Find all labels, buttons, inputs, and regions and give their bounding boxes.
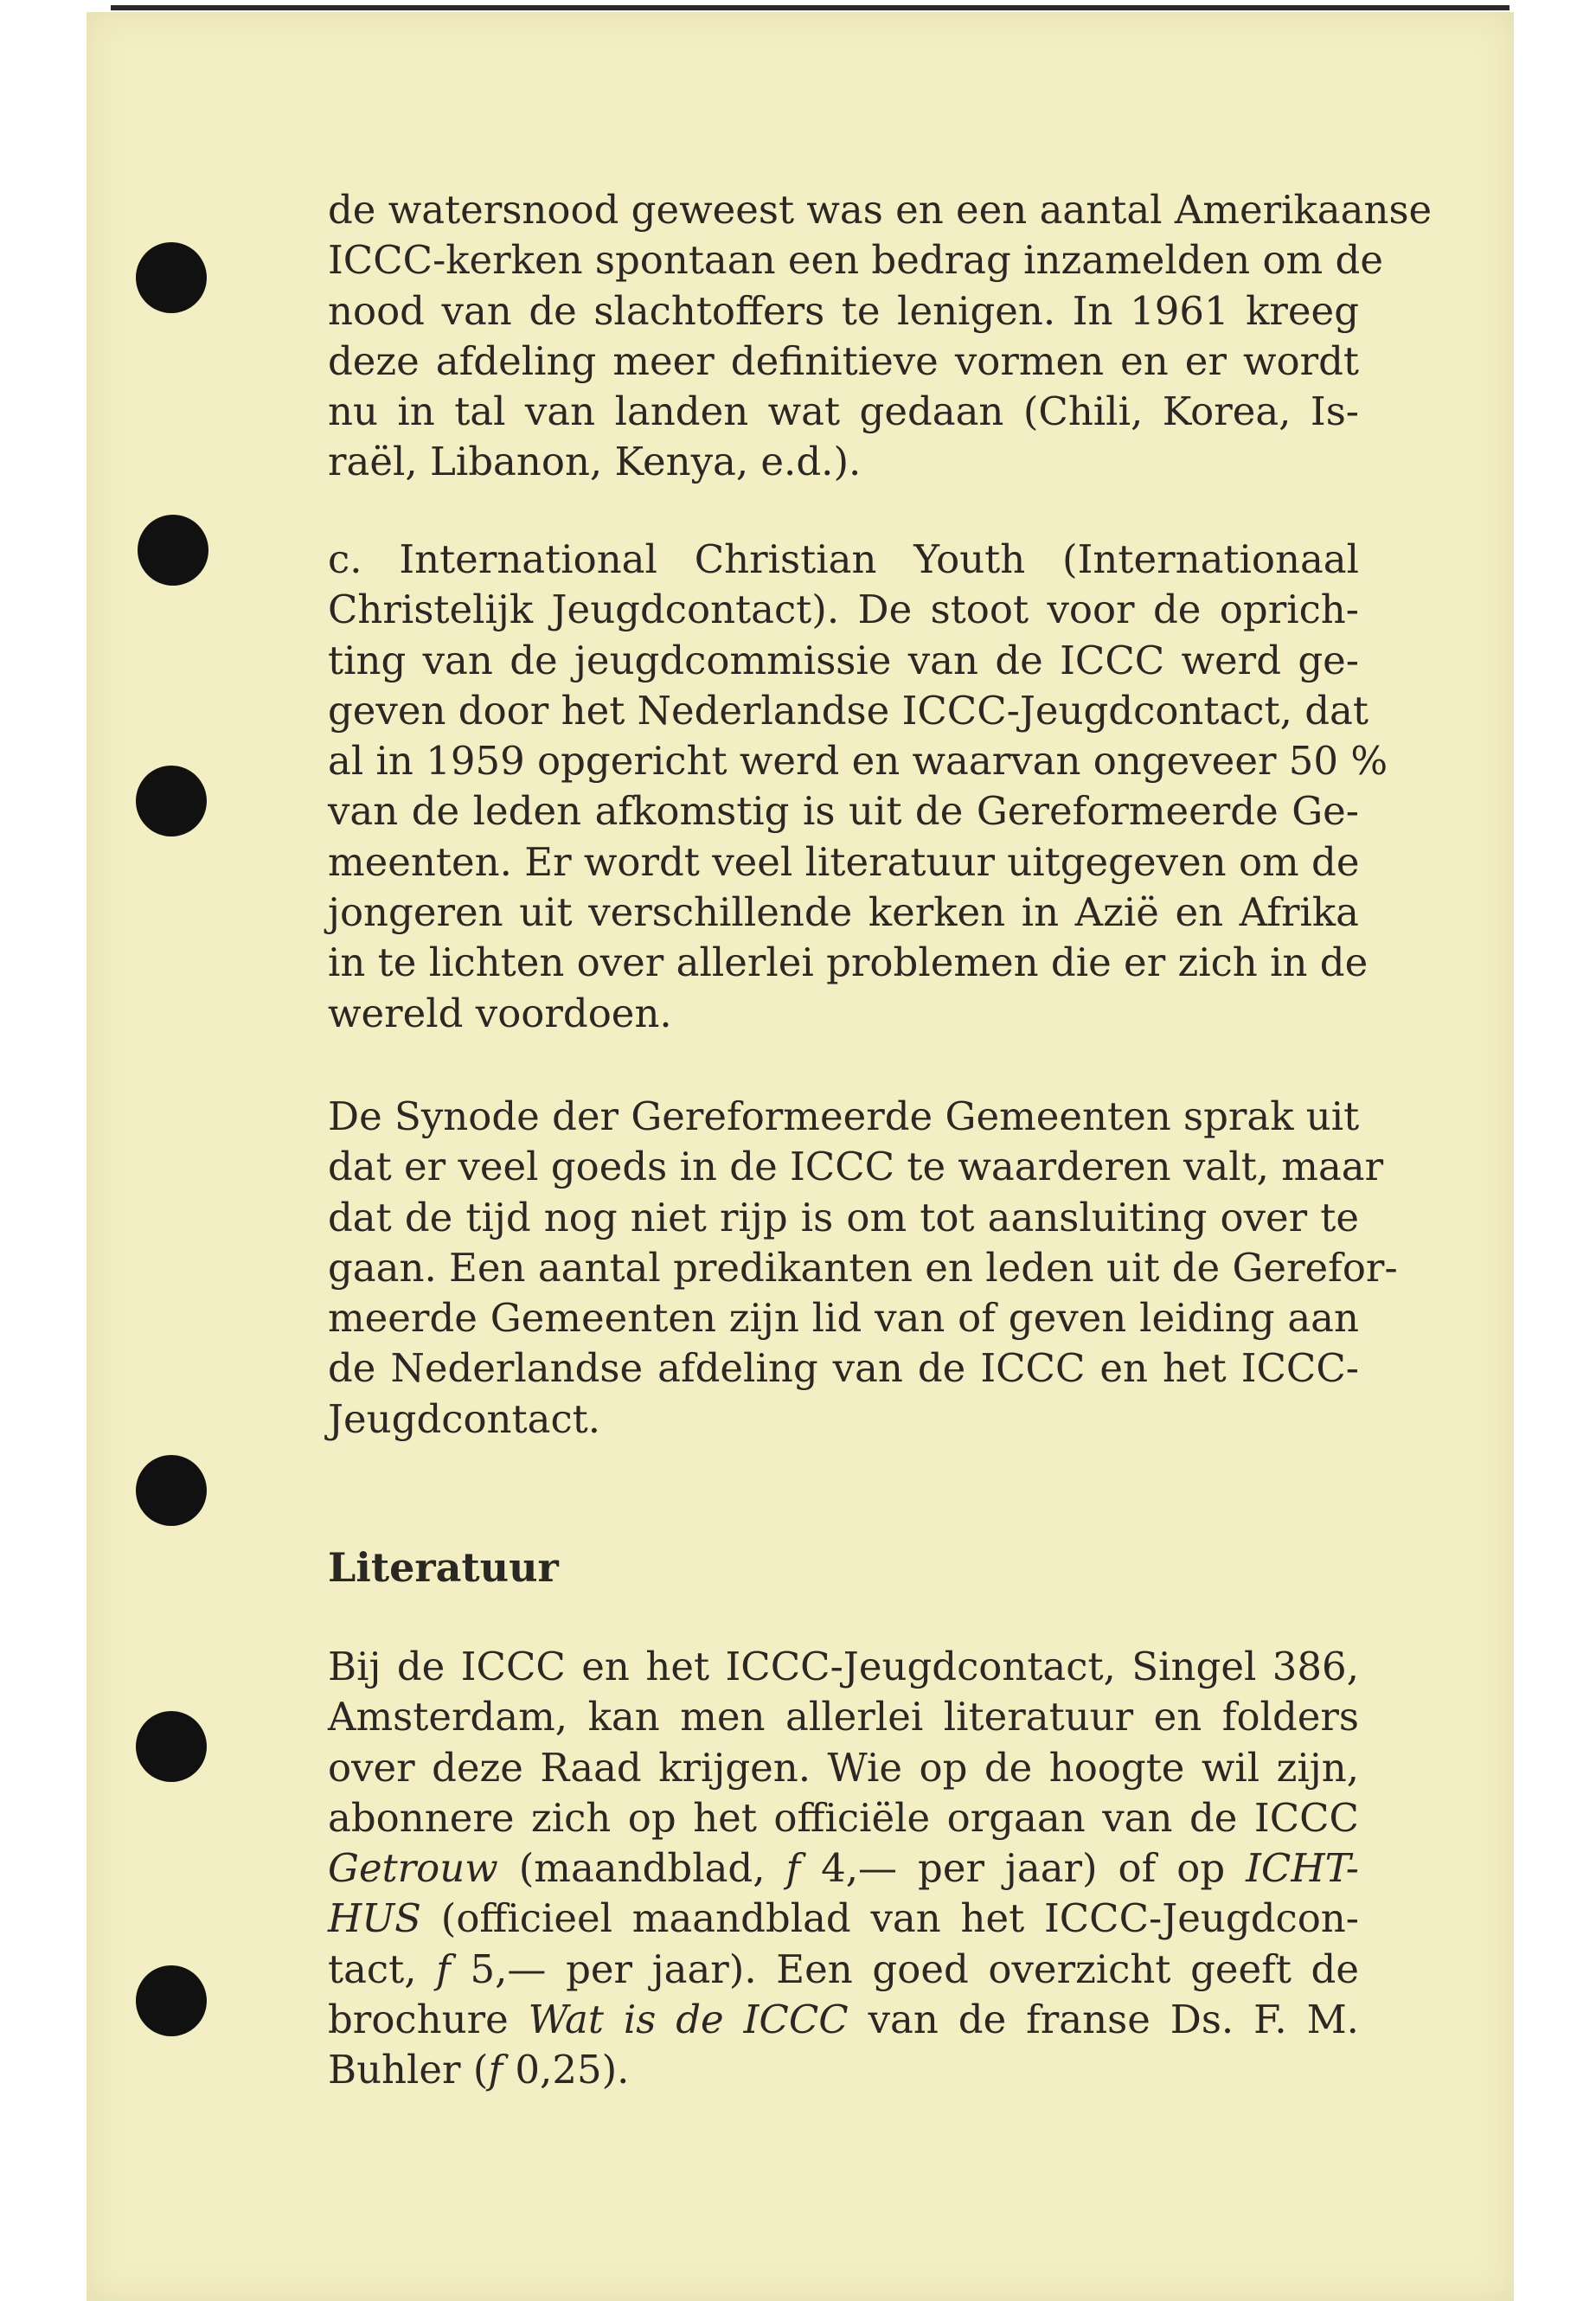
text-line <box>328 2045 1359 2095</box>
text-line: meenten. Er wordt veel literatuur uitgegeven om de <box>328 838 1360 885</box>
text-line: geven door het Nederlandse ICCC-Jeugdcontact, dat <box>328 687 1368 734</box>
text-line: meerde Gemeenten zijn lid van of geven leiding aan <box>328 1295 1359 1342</box>
text-line: wereld voordoen. <box>328 990 672 1036</box>
text-line <box>328 1945 1359 1995</box>
text-line: Jeugdcontact. <box>328 1395 601 1442</box>
italic-currency: f <box>488 2047 503 2093</box>
text-line: Christelijk Jeugdcontact). De stoot voor de oprich- <box>328 586 1359 633</box>
text-line: al in 1959 opgericht werd en waarvan ongeveer 50 % <box>328 738 1388 785</box>
text-line: ting van de jeugdcommissie van de ICCC werd ge- <box>328 637 1359 683</box>
text-line: deze afdeling meer definitieve vormen en er wordt <box>328 337 1359 384</box>
text-line: jongeren uit verschillende kerken in Azië en Afrika <box>328 889 1359 936</box>
text-run: tact, <box>328 1945 437 1992</box>
text-line: over deze Raad krijgen. Wie op de hoogte wil zijn, <box>328 1744 1359 1791</box>
text-line: dat de tijd nog niet rijp is om tot aansluiting over te <box>328 1194 1359 1240</box>
binder-hole <box>136 1455 207 1526</box>
text-line: nu in tal van landen wat gedaan (Chili, Korea, Is- <box>328 388 1359 435</box>
text-line: gaan. Een aantal predikanten en leden uit de Gerefor- <box>328 1244 1398 1291</box>
text-run: brochure <box>328 1997 529 2043</box>
italic-currency: f <box>436 1945 451 1992</box>
text-line <box>328 1995 1359 2045</box>
text-line: ICCC-kerken spontaan een bedrag inzamelden om de <box>328 237 1383 284</box>
binder-hole <box>138 515 208 586</box>
italic-title: ICHT- <box>1246 1845 1359 1892</box>
section-heading: Literatuur <box>328 1544 559 1591</box>
text-line: raël, Libanon, Kenya, e.d.). <box>328 439 862 485</box>
italic-title: Wat is de ICCC <box>528 1997 849 2043</box>
paragraph-4 <box>328 1642 1359 2096</box>
text-line: van de leden afkomstig is uit de Gereformeerde Ge- <box>328 788 1359 835</box>
text-line: dat er veel goeds in de ICCC te waarderen valt, maar <box>328 1144 1384 1190</box>
text-run: (officieel maandblad van het ICCC-Jeugdcon- <box>421 1895 1359 1942</box>
paragraph-3 <box>328 1092 1398 1445</box>
text-line: abonnere zich op het officiële orgaan van de ICCC <box>328 1794 1359 1841</box>
paragraph-1 <box>328 185 1433 488</box>
text-line: nood van de slachtoffers te lenigen. In 1961 kreeg <box>328 287 1359 334</box>
top-rule <box>111 5 1509 10</box>
italic-title: HUS <box>328 1895 421 1942</box>
text-run: 0,25). <box>503 2047 630 2093</box>
text-run: 5,— per jaar). Een goed overzicht geeft de <box>450 1945 1359 1992</box>
text-line: in te lichten over allerlei problemen die er zich in de <box>328 939 1368 986</box>
text-line: De Synode der Gereformeerde Gemeenten sprak uit <box>328 1093 1360 1139</box>
text-run: van de franse Ds. F. M. <box>848 1997 1359 2043</box>
binder-hole <box>136 242 207 313</box>
text-line: Amsterdam, kan men allerlei literatuur en folders <box>328 1694 1359 1740</box>
text-line: de watersnood geweest was en een aantal Amerikaanse <box>328 187 1433 233</box>
text-line: de Nederlandse afdeling van de ICCC en het ICCC- <box>328 1345 1359 1392</box>
binder-hole <box>136 766 207 836</box>
italic-currency: f <box>785 1845 801 1892</box>
text-line: Bij de ICCC en het ICCC-Jeugdcontact, Singel 386, <box>328 1644 1359 1689</box>
text-run: 4,— per jaar) of op <box>800 1845 1247 1892</box>
italic-title: Getrouw <box>328 1845 498 1892</box>
text-line <box>328 1894 1359 1944</box>
text-line: c. International Christian Youth (Internationaal <box>328 536 1359 582</box>
binder-hole <box>136 1711 207 1782</box>
paragraph-2 <box>328 535 1388 1039</box>
text-run: Buhler ( <box>328 2047 489 2093</box>
text-run: (maandblad, <box>497 1845 786 1892</box>
text-line <box>328 1843 1359 1894</box>
binder-hole <box>136 1965 207 2036</box>
